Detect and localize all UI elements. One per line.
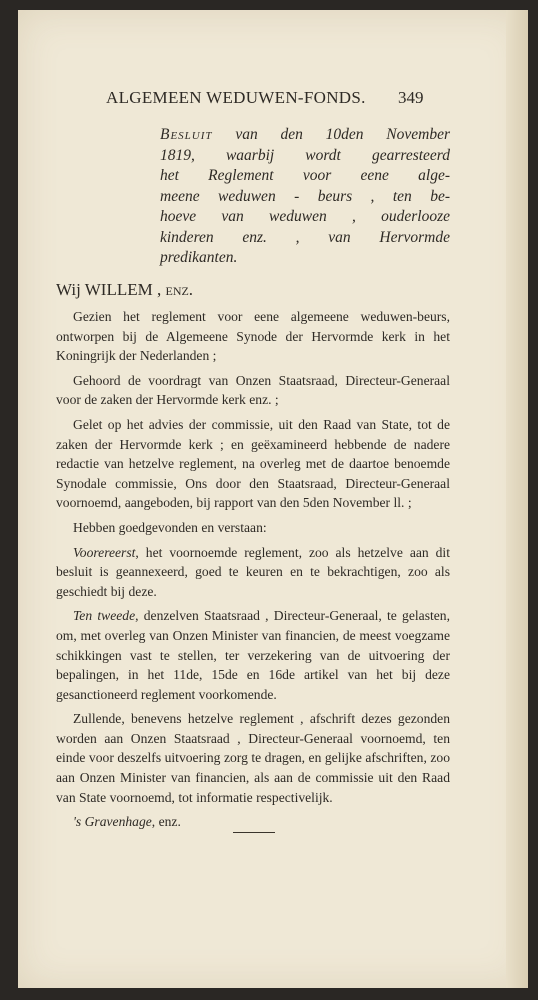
royal-intro-enz: enz. bbox=[165, 280, 194, 299]
signoff-place: 's Gravenhage bbox=[73, 814, 152, 830]
decree-body bbox=[56, 307, 450, 832]
signoff-rest: , enz. bbox=[151, 814, 181, 830]
paragraph-ten-tweede bbox=[56, 606, 450, 704]
closing-rule bbox=[233, 832, 275, 833]
decree-line-1-rest: van den 10den November bbox=[235, 126, 450, 143]
decree-line-3: het Reglement voor eene alge- bbox=[160, 167, 450, 184]
decree-line-1 bbox=[160, 125, 450, 146]
paragraph-voorereerst-text: , het voornoemde reglement, zoo als hetzelve aan dit besluit is geannexeerd, goed te keuren en te bekrachtigen, zoo als geschiedt bij deze. bbox=[56, 544, 450, 599]
paragraph-hebben: Hebben goedgevonden en verstaan: bbox=[73, 519, 267, 535]
decree-line-2: 1819, waarbij wordt gearresteerd bbox=[160, 146, 450, 164]
paragraph-gehoord: Gehoord de voordragt van Onzen Staatsraad, Directeur-Generaal voor de zaken der Hervormde kerk enz. ; bbox=[56, 372, 450, 408]
royal-intro bbox=[56, 280, 193, 300]
royal-intro-name: Wij WILLEM , bbox=[56, 280, 162, 299]
paragraph-zullende: Zullende, benevens hetzelve reglement , afschrift dezes gezonden worden aan Onzen Staatsraad , Directeur-Generaal voornoemd, ten einde voor deszelfs uitvoering zorg te dragen, en gelijke afschriften, zoo aan Onzen Minister van financien, als aan de commissie uit den Raad van State voornoemd, tot informatie respectivelijk. bbox=[56, 711, 450, 805]
paragraph-voorereerst bbox=[56, 543, 450, 602]
decree-heading bbox=[160, 125, 450, 269]
paragraph-ten-tweede-text: , denzelven Staatsraad , Directeur-Generaal, te gelasten, om, met overleg van Onzen Minister van financien, de meest voegzame schikkingen vast te stellen, ter verzekering van de uitvoering der bepalingen, in het 11de, 15de en 16de artikel van het bij deze gesanctioneerd reglement voorkomende. bbox=[56, 608, 450, 702]
decree-lead-word: Besluit bbox=[160, 126, 213, 143]
page-edge bbox=[506, 10, 528, 988]
paragraph-gezien: Gezien het reglement voor eene algemeene weduwen-beurs, ontworpen bij de Algemeene Synode der Hervormde kerk in het Koningrijk der Nederlanden ; bbox=[56, 309, 450, 364]
running-title: ALGEMEEN WEDUWEN-FONDS. bbox=[106, 88, 366, 107]
decree-line-5: hoeve van weduwen , ouderlooze bbox=[160, 208, 450, 225]
paragraph-gelet: Gelet op het advies der commissie, uit den Raad van State, tot de zaken der Hervormde kerk ; en geëxamineerd hebbende de nadere redactie van hetzelve reglement, na overleg met de daartoe benoemde Synodale commissie, Ons door den Staatsraad, Directeur-Generaal voornoemd, aangeboden, bij rapport van den 5den November ll. ; bbox=[56, 416, 450, 511]
decree-line-4: meene weduwen - beurs , ten be- bbox=[160, 187, 450, 205]
decree-line-7: predikanten. bbox=[160, 249, 238, 266]
book-page bbox=[18, 10, 528, 988]
decree-line-6: kinderen enz. , van Hervormde bbox=[160, 228, 450, 246]
paragraph-voorereerst-lead: Voorereerst bbox=[73, 544, 136, 560]
signoff bbox=[56, 812, 450, 832]
page-number: 349 bbox=[398, 88, 424, 107]
paragraph-ten-tweede-lead: Ten tweede bbox=[73, 608, 136, 624]
